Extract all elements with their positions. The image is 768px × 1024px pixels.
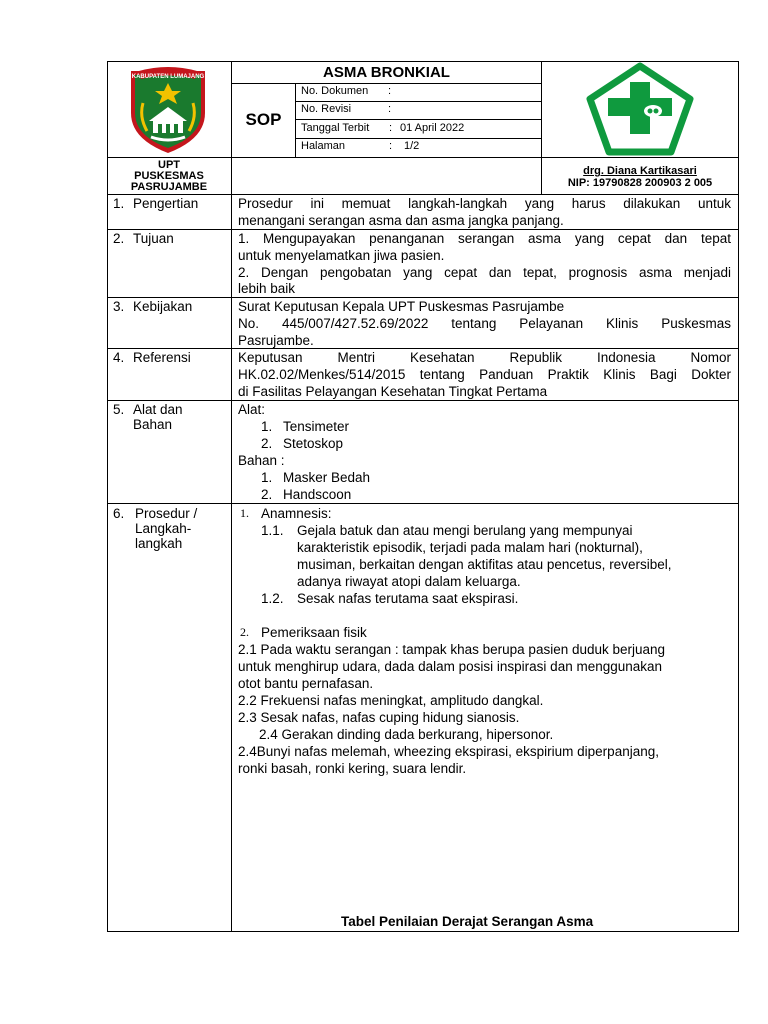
signer-name: drg. Diana Kartikasari — [583, 165, 697, 177]
tujuan-line-1: 1. Mengupayakan penanganan serangan asma yang cepat dan tepat — [238, 231, 731, 246]
section-label-pengertian: Pengertian — [133, 196, 199, 211]
tujuan-line-4: lebih baik — [238, 281, 296, 296]
bahan-item-1-num: 1. — [261, 470, 273, 485]
meta-sep-tanggal: : — [389, 122, 393, 134]
alat-item-2: Stetoskop — [283, 436, 344, 451]
org-name-line-3: PASRUJAMBE — [130, 181, 208, 193]
anamnesis-1-2-number: 1.2. — [261, 591, 284, 606]
kabupaten-lumajang-emblem — [125, 67, 211, 155]
table-border-right — [738, 61, 739, 932]
section-label-tujuan: Tujuan — [133, 231, 174, 246]
anamnesis-1-1-line-3: musiman, berkaitan dengan aktifitas atau pencetus, reversibel, — [297, 557, 672, 572]
meta-label-dokumen: No. Dokumen — [301, 85, 369, 97]
bahan-item-1: Masker Bedah — [283, 470, 371, 485]
meta-sep-halaman: : — [389, 140, 393, 152]
col-divider-sop — [295, 83, 296, 157]
referensi-line-3: di Fasilitas Pelayangan Kesehatan Tingkat Pertama — [238, 384, 548, 399]
section-number-kebijakan: 3. — [113, 299, 125, 314]
referensi-line-1: Keputusan Mentri Kesehatan Republik Indonesia Nomor — [238, 350, 731, 365]
section-label-prosedur-2: Langkah- — [135, 521, 192, 536]
fisik-line-3: otot bantu pernafasan. — [238, 676, 374, 691]
meta-value-halaman: 1/2 — [404, 140, 420, 152]
sop-label: SOP — [245, 110, 282, 129]
kebijakan-line-2: No. 445/007/427.52.69/2022 tentang Pelayanan Klinis Puskesmas — [238, 316, 731, 331]
pengertian-line-1: Prosedur ini memuat langkah-langkah yang harus dilakukan untuk — [238, 196, 731, 211]
fisik-line-4: 2.2 Frekuensi nafas meningkat, amplitudo dangkal. — [238, 693, 544, 708]
pengertian-line-2: menangani serangan asma dan asma jangka panjang. — [238, 213, 564, 228]
anamnesis-1-2: Sesak nafas terutama saat ekspirasi. — [297, 591, 519, 606]
alat-item-1: Tensimeter — [283, 419, 350, 434]
tujuan-line-3: 2. Dengan pengobatan yang cepat dan tepat, prognosis asma menjadi — [238, 265, 731, 280]
section-number-alat: 5. — [113, 402, 125, 417]
bahan-heading: Bahan : — [238, 453, 285, 468]
org-name-line-2: PUSKESMAS — [134, 170, 204, 182]
row-divider-meta2 — [295, 119, 541, 120]
section-label-alat-1: Alat dan — [133, 402, 183, 417]
meta-sep-revisi: : — [388, 103, 392, 115]
meta-label-revisi: No. Revisi — [301, 103, 352, 115]
section-label-prosedur-3: langkah — [135, 536, 183, 551]
row-divider-5 — [107, 400, 739, 401]
section-label-kebijakan: Kebijakan — [133, 299, 193, 314]
anamnesis-heading: Anamnesis: — [261, 506, 332, 521]
alat-heading: Alat: — [238, 402, 266, 417]
fisik-line-6: 2.4 Gerakan dinding dada berkurang, hipersonor. — [259, 727, 554, 742]
row-divider-title — [231, 83, 541, 84]
fisik-line-7: 2.4Bunyi nafas melemah, wheezing ekspirasi, ekspirium diperpanjang, — [238, 744, 659, 759]
org-name-line-1: UPT — [158, 159, 180, 171]
meta-label-halaman: Halaman — [301, 140, 346, 152]
puskesmas-logo — [586, 62, 694, 157]
anamnesis-1-1-number: 1.1. — [261, 523, 284, 538]
section-label-alat-2: Bahan — [133, 417, 173, 432]
section-label-prosedur-1: Prosedur / — [135, 506, 198, 521]
emblem-text: KABUPATEN LUMAJANG — [131, 74, 205, 80]
table-border-bottom — [107, 931, 739, 932]
fisik-number: 2. — [240, 625, 249, 639]
anamnesis-number: 1. — [240, 506, 249, 520]
referensi-line-2: HK.02.02/Menkes/514/2015 tentang Panduan Praktik Klinis Bagi Dokter — [238, 367, 731, 382]
meta-sep-dokumen: : — [388, 85, 392, 97]
bahan-item-2: Handscoon — [283, 487, 352, 502]
kebijakan-line-3: Pasrujambe. — [238, 333, 314, 348]
section-label-referensi: Referensi — [133, 350, 191, 365]
document-title: ASMA BRONKIAL — [323, 64, 450, 81]
bahan-item-2-num: 2. — [261, 487, 273, 502]
section-number-referensi: 4. — [113, 350, 125, 365]
fisik-line-2: untuk menghirup udara, dada dalam posisi inspirasi dan menggunakan — [238, 659, 663, 674]
fisik-heading: Pemeriksaan fisik — [261, 625, 367, 640]
fisik-line-5: 2.3 Sesak nafas, nafas cuping hidung sianosis. — [238, 710, 520, 725]
kebijakan-line-1: Surat Keputusan Kepala UPT Puskesmas Pasrujambe — [238, 299, 565, 314]
fisik-line-8: ronki basah, ronki kering, suara lendir. — [238, 761, 467, 776]
section-number-prosedur: 6. — [113, 506, 125, 521]
section-number-tujuan: 2. — [113, 231, 125, 246]
tujuan-line-2: untuk menyelamatkan jiwa pasien. — [238, 248, 445, 263]
signer-nip: NIP: 19790828 200903 2 005 — [567, 177, 713, 189]
alat-item-2-num: 2. — [261, 436, 273, 451]
row-divider-6 — [107, 503, 739, 504]
meta-value-tanggal: 01 April 2022 — [400, 122, 465, 134]
section-number-pengertian: 1. — [113, 196, 125, 211]
fisik-line-1: 2.1 Pada waktu serangan : tampak khas berupa pasien duduk berjuang — [238, 642, 666, 657]
col-divider-label — [231, 61, 232, 932]
anamnesis-1-1-line-4: adanya riwayat atopi dalam keluarga. — [297, 574, 521, 589]
anamnesis-1-1-line-2: karakteristik episodik, terjadi pada malam hari (nokturnal), — [297, 540, 643, 555]
table-caption: Tabel Penilaian Derajat Serangan Asma — [341, 914, 594, 929]
alat-item-1-num: 1. — [261, 419, 273, 434]
anamnesis-1-1-line-1: Gejala batuk dan atau mengi berulang yang mempunyai — [297, 523, 633, 538]
meta-label-tanggal: Tanggal Terbit — [301, 122, 370, 134]
